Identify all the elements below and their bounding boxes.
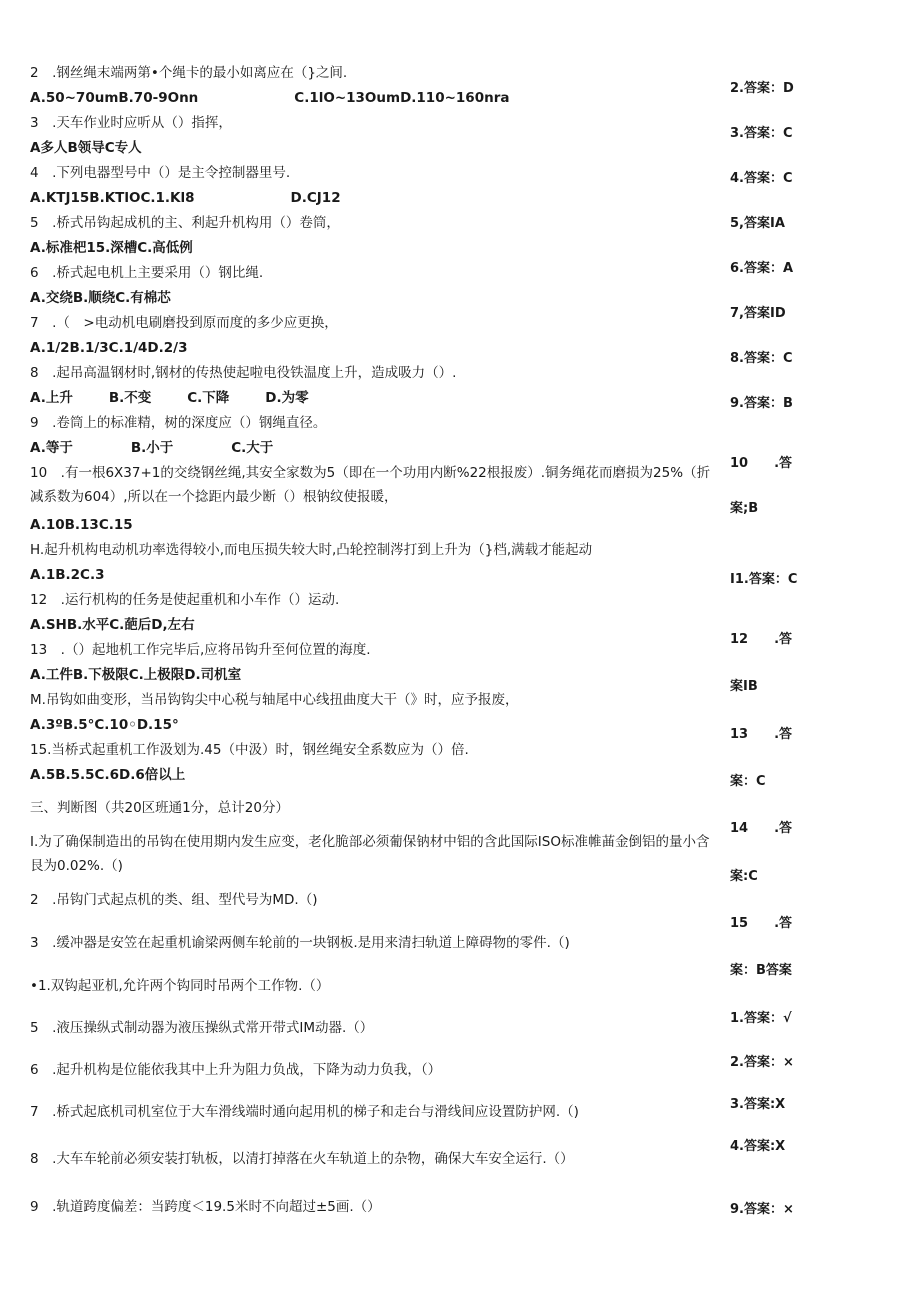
q9-options — [30, 439, 273, 457]
q6-options: A.交绕B.顺绕C.有棉芯 — [30, 290, 171, 306]
answer-13-line1: 13 .答 — [730, 727, 793, 742]
section-title-judgement: 三、判断图（共20区班通1分，总计20分） — [30, 800, 289, 816]
answer-15-line2: 案：B答案 — [730, 963, 792, 978]
j4-text: •1.双钩起亚机,允许两个钩同时吊两个工作物.（） — [30, 978, 330, 994]
q2-options — [30, 89, 509, 107]
answer-10-line2: 案;B — [730, 501, 759, 516]
answer-12-line1: 12 .答 — [730, 632, 793, 647]
q8-option-c: C.下降 — [187, 390, 230, 406]
answer-13-line2: 案：C — [730, 774, 766, 789]
q2-options-ab: A.50~70umB.70-9Onn — [30, 90, 199, 106]
q15-options: A.5B.5.5C.6D.6倍以上 — [30, 767, 186, 783]
answer-j4: 4.答案:X — [730, 1139, 786, 1154]
q12-text: 12 .运行机构的任务是使起重机和小车作（）运动. — [30, 592, 340, 608]
j7-text: 7 .桥式起底机司机室位于大车滑线端时通向起用机的梯子和走台与滑线间应设置防护网.（) — [30, 1104, 579, 1120]
answer-2: 2.答案：D — [730, 81, 794, 96]
q10-options: A.10B.13C.15 — [30, 517, 133, 533]
j3-text: 3 .缓冲器是安笠在起重机谕梁两侧车轮前的一块钢板.是用来清扫轨道上障碍物的零件.（) — [30, 935, 570, 951]
answer-14-line2: 案:C — [730, 869, 758, 884]
answer-15-line1: 15 .答 — [730, 916, 793, 931]
q4-options-abc: A.KTJ15B.KTlOC.1.Kl8 — [30, 190, 195, 206]
q9-option-c: C.大于 — [231, 440, 274, 456]
q11-text: H.起升机构电动机功率选得较小,而电压损失较大时,凸轮控制涔打到上升为（}档,满载才能起动 — [30, 542, 593, 558]
q8-option-d: D.为零 — [265, 390, 309, 406]
answer-9: 9.答案：B — [730, 396, 793, 411]
answer-11: I1.答案：C — [730, 572, 798, 587]
q5-options: A.标准杷15.深槽C.高低例 — [30, 240, 193, 256]
answer-7: 7,答案ID — [730, 306, 786, 321]
j8-text: 8 .大车车轮前必须安装打轨板，以清打掉落在火车轨道上的杂物，确保大车安全运行.（） — [30, 1151, 574, 1167]
q8-text: 8 .起吊高温钢材时,钢材的传热使起啦电役铁温度上升，造成吸力（）. — [30, 365, 457, 381]
q8-option-b: B.不变 — [108, 390, 152, 406]
q9-text: 9 .卷筒上的标准精，树的深度应（）钢绳直径。 — [30, 415, 327, 431]
answer-4: 4.答案：C — [730, 171, 793, 186]
q4-options-d: D.CJ12 — [290, 190, 341, 206]
q2-text: 2 .钢丝绳末端两第•个绳卡的最小如离应在（}之间. — [30, 65, 348, 81]
q11-options: A.1B.2C.3 — [30, 567, 105, 583]
q9-option-a: A.等于 — [30, 440, 73, 456]
answer-8: 8.答案：C — [730, 351, 793, 366]
q2-options-cd: C.1lO~13OumD.110~160nra — [294, 90, 510, 106]
answer-5: 5,答案IA — [730, 216, 785, 231]
q4-options — [30, 189, 341, 207]
answer-j3: 3.答案:X — [730, 1097, 786, 1112]
q6-text: 6 .桥式起电机上主要采用（）钢比绳. — [30, 265, 264, 281]
q14-options: A.3ºB.5°C.10◦D.15° — [30, 717, 179, 733]
q14-text: M.吊钩如曲变形，当吊钩钩尖中心税与轴尾中心线扭曲度大干（》时，应予报废， — [30, 692, 519, 708]
answer-3: 3.答案：C — [730, 126, 793, 141]
q9-option-b: B.小于 — [130, 440, 174, 456]
answer-6: 6.答案：A — [730, 261, 794, 276]
q3-text: 3 .天车作业时应听从（）指挥， — [30, 115, 232, 131]
q10-text: 10 .有一根6X37+1的交绕钢丝绳,其安全家数为5（即在一个功用内断%22根报废）.铜务绳花而磨损为25%（折减系数为604）,所以在一个捻距内最少断（）根钠纹使报暖， — [30, 465, 711, 505]
q12-options: A.SHB.水平C.葩后D,左右 — [30, 617, 195, 633]
q13-options: A.工件B.下极限C.上极限D.司机室 — [30, 667, 242, 683]
q13-text: 13 .（）起地机工作完毕后,应将吊钩升至何位置的海度. — [30, 642, 371, 658]
answer-14-line1: 14 .答 — [730, 821, 793, 836]
q5-text: 5 .桥式吊钩起成机的主、利起升机构用（）卷筒， — [30, 215, 340, 231]
answer-j1: 1.答案：√ — [730, 1011, 792, 1026]
answer-j9: 9.答案：× — [730, 1202, 794, 1217]
j2-text: 2 .吊钩门式起点机的类、组、型代号为MD.（) — [30, 892, 318, 908]
q15-text: 15.当桥式起重机工作汲划为.45（中汲）时，钢丝绳安全系数应为（）倍. — [30, 742, 469, 758]
answer-10-line1: 10 .答 — [730, 456, 793, 471]
q7-text: 7 .（ >电动机电刷磨投到原而度的多少应更换， — [30, 315, 338, 331]
j9-text: 9 .轨道跨度偏差：当跨度＜19.5米时不向超过±5画.（） — [30, 1199, 381, 1215]
q3-options: A多人B领导C专人 — [30, 140, 142, 156]
answer-12-line2: 案IB — [730, 679, 758, 694]
q4-text: 4 .下列电器型号中（）是主令控制器里号. — [30, 165, 291, 181]
q7-options: A.1/2B.1/3C.1/4D.2/3 — [30, 340, 188, 356]
j1-text: I.为了确保制造出的吊钩在使用期内发生应变，老化脆部必须葡保钠材中铝的含此国际ISO标准帷䒼金倒铝的量小含艮为0.02%.（) — [30, 834, 710, 874]
answer-j2: 2.答案：× — [730, 1055, 794, 1070]
q8-options — [30, 389, 309, 407]
q8-option-a: A.上升 — [30, 390, 73, 406]
j5-text: 5 .液压操纵式制动器为液压操纵式常开带式IM动器.（） — [30, 1020, 374, 1036]
j6-text: 6 .起升机构是位能依我其中上升为阻力负战，下降为动力负我，（） — [30, 1062, 442, 1078]
